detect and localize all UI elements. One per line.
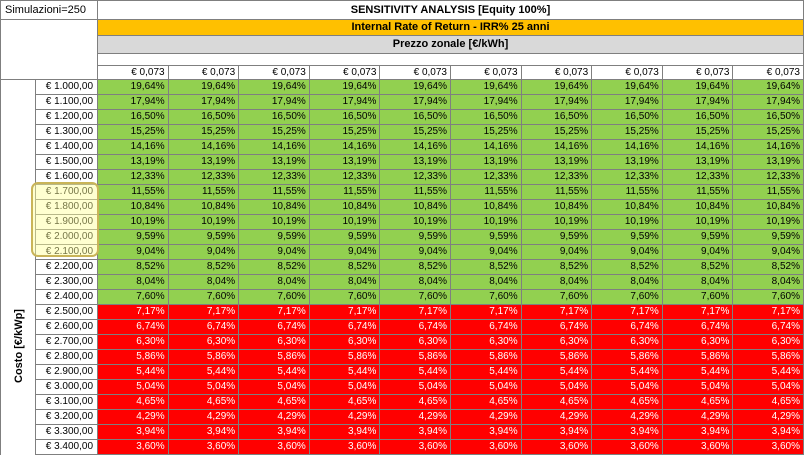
irr-cell[interactable]: 12,33%	[522, 170, 593, 185]
irr-cell[interactable]: 6,74%	[239, 320, 310, 335]
cost-row-header[interactable]: € 3.300,00	[36, 425, 98, 440]
irr-cell[interactable]: 5,44%	[592, 365, 663, 380]
irr-cell[interactable]: 5,44%	[451, 365, 522, 380]
irr-cell[interactable]: 3,60%	[310, 440, 381, 455]
irr-cell[interactable]: 10,19%	[98, 215, 169, 230]
irr-cell[interactable]: 15,25%	[733, 125, 804, 140]
irr-cell[interactable]: 11,55%	[592, 185, 663, 200]
irr-cell[interactable]: 15,25%	[169, 125, 240, 140]
irr-cell[interactable]: 7,17%	[663, 305, 734, 320]
irr-cell[interactable]: 9,04%	[380, 245, 451, 260]
irr-cell[interactable]: 8,52%	[169, 260, 240, 275]
irr-cell[interactable]: 3,94%	[663, 425, 734, 440]
price-column-header[interactable]: € 0,073	[169, 66, 240, 80]
irr-cell[interactable]: 8,04%	[592, 275, 663, 290]
irr-cell[interactable]: 12,33%	[169, 170, 240, 185]
irr-cell[interactable]: 9,59%	[592, 230, 663, 245]
cost-row-header[interactable]: € 2.200,00	[36, 260, 98, 275]
irr-cell[interactable]: 9,59%	[310, 230, 381, 245]
cost-row-header[interactable]: € 3.000,00	[36, 380, 98, 395]
irr-cell[interactable]: 4,29%	[98, 410, 169, 425]
irr-cell[interactable]: 5,04%	[310, 380, 381, 395]
irr-cell[interactable]: 5,44%	[663, 365, 734, 380]
irr-cell[interactable]: 16,50%	[380, 110, 451, 125]
irr-cell[interactable]: 13,19%	[522, 155, 593, 170]
irr-cell[interactable]: 8,04%	[310, 275, 381, 290]
cost-row-header[interactable]: € 1.300,00	[36, 125, 98, 140]
irr-cell[interactable]: 9,04%	[451, 245, 522, 260]
irr-cell[interactable]: 3,60%	[592, 440, 663, 455]
irr-cell[interactable]: 7,17%	[98, 305, 169, 320]
irr-cell[interactable]: 19,64%	[733, 80, 804, 95]
irr-cell[interactable]: 5,44%	[522, 365, 593, 380]
irr-cell[interactable]: 3,94%	[592, 425, 663, 440]
price-header[interactable]: Prezzo zonale [€/kWh]	[98, 36, 804, 54]
irr-cell[interactable]: 16,50%	[663, 110, 734, 125]
irr-cell[interactable]: 15,25%	[239, 125, 310, 140]
irr-cell[interactable]: 12,33%	[663, 170, 734, 185]
irr-cell[interactable]: 11,55%	[522, 185, 593, 200]
irr-cell[interactable]: 6,30%	[733, 335, 804, 350]
cost-row-header[interactable]: € 1.200,00	[36, 110, 98, 125]
irr-cell[interactable]: 9,04%	[239, 245, 310, 260]
sensitivity-title[interactable]: SENSITIVITY ANALYSIS [Equity 100%]	[98, 0, 804, 20]
spacer-row[interactable]	[98, 54, 804, 66]
irr-cell[interactable]: 3,94%	[522, 425, 593, 440]
irr-cell[interactable]: 14,16%	[310, 140, 381, 155]
irr-cell[interactable]: 19,64%	[98, 80, 169, 95]
irr-cell[interactable]: 6,30%	[451, 335, 522, 350]
irr-cell[interactable]: 12,33%	[451, 170, 522, 185]
irr-cell[interactable]: 15,25%	[451, 125, 522, 140]
irr-cell[interactable]: 10,84%	[239, 200, 310, 215]
irr-cell[interactable]: 9,04%	[310, 245, 381, 260]
irr-cell[interactable]: 16,50%	[98, 110, 169, 125]
irr-cell[interactable]: 6,74%	[310, 320, 381, 335]
irr-cell[interactable]: 9,59%	[451, 230, 522, 245]
cost-row-header[interactable]: € 1.500,00	[36, 155, 98, 170]
irr-cell[interactable]: 9,59%	[169, 230, 240, 245]
irr-cell[interactable]: 3,94%	[310, 425, 381, 440]
irr-cell[interactable]: 13,19%	[310, 155, 381, 170]
price-column-header[interactable]: € 0,073	[380, 66, 451, 80]
irr-cell[interactable]: 8,04%	[98, 275, 169, 290]
irr-cell[interactable]: 6,74%	[733, 320, 804, 335]
irr-cell[interactable]: 16,50%	[310, 110, 381, 125]
irr-cell[interactable]: 5,44%	[733, 365, 804, 380]
irr-cell[interactable]: 7,60%	[451, 290, 522, 305]
irr-cell[interactable]: 16,50%	[592, 110, 663, 125]
irr-cell[interactable]: 8,52%	[733, 260, 804, 275]
irr-cell[interactable]: 17,94%	[733, 95, 804, 110]
irr-cell[interactable]: 5,04%	[98, 380, 169, 395]
cost-axis	[0, 80, 36, 455]
irr-cell[interactable]: 12,33%	[380, 170, 451, 185]
irr-cell[interactable]: 8,04%	[522, 275, 593, 290]
irr-cell[interactable]: 13,19%	[98, 155, 169, 170]
irr-cell[interactable]: 19,64%	[663, 80, 734, 95]
cost-row-header[interactable]: € 1.900,00	[36, 215, 98, 230]
irr-cell[interactable]: 7,17%	[451, 305, 522, 320]
irr-cell[interactable]: 5,86%	[663, 350, 734, 365]
irr-cell[interactable]: 15,25%	[522, 125, 593, 140]
irr-cell[interactable]: 10,19%	[451, 215, 522, 230]
irr-cell[interactable]: 4,65%	[733, 395, 804, 410]
price-column-header[interactable]: € 0,073	[733, 66, 804, 80]
irr-cell[interactable]: 8,52%	[380, 260, 451, 275]
irr-cell[interactable]: 5,44%	[380, 365, 451, 380]
irr-cell[interactable]: 4,29%	[663, 410, 734, 425]
cost-row-header[interactable]: € 3.100,00	[36, 395, 98, 410]
irr-cell[interactable]: 10,84%	[451, 200, 522, 215]
irr-cell[interactable]: 12,33%	[98, 170, 169, 185]
irr-cell[interactable]: 7,60%	[98, 290, 169, 305]
irr-cell[interactable]: 6,30%	[98, 335, 169, 350]
cost-row-header[interactable]: € 2.300,00	[36, 275, 98, 290]
irr-cell[interactable]: 10,19%	[310, 215, 381, 230]
irr-cell[interactable]: 3,60%	[451, 440, 522, 455]
irr-cell[interactable]: 6,30%	[592, 335, 663, 350]
price-column-header[interactable]: € 0,073	[98, 66, 169, 80]
irr-cell[interactable]: 11,55%	[310, 185, 381, 200]
irr-cell[interactable]: 6,30%	[663, 335, 734, 350]
irr-cell[interactable]: 4,29%	[522, 410, 593, 425]
irr-cell[interactable]: 5,86%	[592, 350, 663, 365]
irr-cell[interactable]: 10,84%	[663, 200, 734, 215]
irr-cell[interactable]: 10,84%	[733, 200, 804, 215]
irr-cell[interactable]: 11,55%	[380, 185, 451, 200]
cost-row-header[interactable]: € 1.100,00	[36, 95, 98, 110]
irr-cell[interactable]: 8,52%	[522, 260, 593, 275]
irr-cell[interactable]: 12,33%	[239, 170, 310, 185]
irr-cell[interactable]: 17,94%	[522, 95, 593, 110]
irr-cell[interactable]: 7,60%	[380, 290, 451, 305]
irr-cell[interactable]: 17,94%	[310, 95, 381, 110]
cost-row-header[interactable]: € 1.600,00	[36, 170, 98, 185]
irr-cell[interactable]: 14,16%	[98, 140, 169, 155]
irr-cell[interactable]: 6,74%	[522, 320, 593, 335]
irr-cell[interactable]: 8,52%	[592, 260, 663, 275]
irr-cell[interactable]: 5,04%	[733, 380, 804, 395]
cost-row-header[interactable]: € 2.500,00	[36, 305, 98, 320]
irr-cell[interactable]: 6,74%	[663, 320, 734, 335]
irr-cell[interactable]: 3,60%	[169, 440, 240, 455]
irr-cell[interactable]: 4,65%	[239, 395, 310, 410]
irr-cell[interactable]: 10,84%	[380, 200, 451, 215]
irr-cell[interactable]: 10,19%	[663, 215, 734, 230]
irr-cell[interactable]: 7,17%	[592, 305, 663, 320]
irr-cell[interactable]: 3,94%	[169, 425, 240, 440]
irr-cell[interactable]: 10,84%	[522, 200, 593, 215]
irr-cell[interactable]: 11,55%	[98, 185, 169, 200]
irr-cell[interactable]: 4,29%	[592, 410, 663, 425]
irr-cell[interactable]: 13,19%	[380, 155, 451, 170]
irr-cell[interactable]: 17,94%	[663, 95, 734, 110]
irr-cell[interactable]: 3,60%	[663, 440, 734, 455]
irr-cell[interactable]: 4,65%	[522, 395, 593, 410]
irr-cell[interactable]: 5,86%	[98, 350, 169, 365]
price-column-header[interactable]: € 0,073	[592, 66, 663, 80]
irr-cell[interactable]: 13,19%	[733, 155, 804, 170]
irr-cell[interactable]: 6,74%	[451, 320, 522, 335]
cost-row-header[interactable]: € 2.800,00	[36, 350, 98, 365]
irr-cell[interactable]: 14,16%	[663, 140, 734, 155]
irr-cell[interactable]: 17,94%	[451, 95, 522, 110]
irr-cell[interactable]: 13,19%	[592, 155, 663, 170]
irr-cell[interactable]: 8,04%	[169, 275, 240, 290]
irr-cell[interactable]: 5,86%	[239, 350, 310, 365]
irr-cell[interactable]: 8,52%	[98, 260, 169, 275]
irr-cell[interactable]: 8,52%	[663, 260, 734, 275]
irr-cell[interactable]: 9,59%	[663, 230, 734, 245]
irr-cell[interactable]: 14,16%	[733, 140, 804, 155]
irr-cell[interactable]: 8,04%	[239, 275, 310, 290]
irr-cell[interactable]: 7,17%	[733, 305, 804, 320]
irr-cell[interactable]: 5,86%	[310, 350, 381, 365]
irr-cell[interactable]: 7,60%	[169, 290, 240, 305]
irr-cell[interactable]: 5,04%	[169, 380, 240, 395]
irr-cell[interactable]: 7,60%	[592, 290, 663, 305]
irr-cell[interactable]: 16,50%	[522, 110, 593, 125]
irr-cell[interactable]: 3,60%	[98, 440, 169, 455]
irr-cell[interactable]: 7,17%	[522, 305, 593, 320]
irr-cell[interactable]: 4,65%	[592, 395, 663, 410]
irr-cell[interactable]: 4,29%	[239, 410, 310, 425]
irr-cell[interactable]: 3,94%	[451, 425, 522, 440]
irr-cell[interactable]: 4,29%	[380, 410, 451, 425]
cost-row-header[interactable]: € 2.700,00	[36, 335, 98, 350]
irr-cell[interactable]: 9,59%	[98, 230, 169, 245]
irr-cell[interactable]: 9,04%	[592, 245, 663, 260]
irr-header[interactable]: Internal Rate of Return - IRR% 25 anni	[98, 20, 804, 36]
corner-cell[interactable]	[0, 20, 98, 80]
irr-cell[interactable]: 9,04%	[98, 245, 169, 260]
irr-cell[interactable]: 6,74%	[169, 320, 240, 335]
irr-cell[interactable]: 14,16%	[169, 140, 240, 155]
irr-cell[interactable]: 5,44%	[169, 365, 240, 380]
irr-cell[interactable]: 14,16%	[451, 140, 522, 155]
irr-cell[interactable]: 5,44%	[310, 365, 381, 380]
irr-cell[interactable]: 10,19%	[169, 215, 240, 230]
irr-cell[interactable]: 11,55%	[663, 185, 734, 200]
irr-cell[interactable]: 8,04%	[380, 275, 451, 290]
irr-cell[interactable]: 8,52%	[451, 260, 522, 275]
irr-cell[interactable]: 14,16%	[592, 140, 663, 155]
irr-cell[interactable]: 4,65%	[451, 395, 522, 410]
irr-cell[interactable]: 13,19%	[239, 155, 310, 170]
irr-cell[interactable]: 8,04%	[733, 275, 804, 290]
irr-cell[interactable]: 6,30%	[310, 335, 381, 350]
irr-cell[interactable]: 15,25%	[310, 125, 381, 140]
cost-axis-label: Costo [€/kWp]	[13, 309, 25, 383]
irr-cell[interactable]: 6,74%	[380, 320, 451, 335]
price-column-header[interactable]: € 0,073	[451, 66, 522, 80]
irr-cell[interactable]: 6,30%	[522, 335, 593, 350]
irr-cell[interactable]: 3,60%	[380, 440, 451, 455]
irr-cell[interactable]: 8,04%	[451, 275, 522, 290]
irr-cell[interactable]: 7,60%	[663, 290, 734, 305]
irr-cell[interactable]: 17,94%	[380, 95, 451, 110]
irr-cell[interactable]: 13,19%	[663, 155, 734, 170]
price-column-header[interactable]: € 0,073	[310, 66, 381, 80]
irr-cell[interactable]: 3,94%	[98, 425, 169, 440]
irr-cell[interactable]: 19,64%	[310, 80, 381, 95]
irr-cell[interactable]: 16,50%	[239, 110, 310, 125]
irr-cell[interactable]: 4,29%	[310, 410, 381, 425]
irr-cell[interactable]: 5,44%	[239, 365, 310, 380]
irr-cell[interactable]: 19,64%	[169, 80, 240, 95]
price-column-header[interactable]: € 0,073	[522, 66, 593, 80]
irr-cell[interactable]: 19,64%	[239, 80, 310, 95]
irr-cell[interactable]: 4,65%	[310, 395, 381, 410]
irr-cell[interactable]: 10,84%	[98, 200, 169, 215]
irr-cell[interactable]: 5,04%	[451, 380, 522, 395]
irr-cell[interactable]: 9,59%	[239, 230, 310, 245]
irr-cell[interactable]: 5,44%	[98, 365, 169, 380]
irr-cell[interactable]: 10,84%	[169, 200, 240, 215]
irr-cell[interactable]: 3,60%	[239, 440, 310, 455]
irr-cell[interactable]: 10,19%	[733, 215, 804, 230]
irr-cell[interactable]: 5,86%	[522, 350, 593, 365]
irr-cell[interactable]: 6,30%	[380, 335, 451, 350]
irr-cell[interactable]: 7,17%	[169, 305, 240, 320]
irr-cell[interactable]: 19,64%	[592, 80, 663, 95]
irr-cell[interactable]: 4,29%	[169, 410, 240, 425]
irr-cell[interactable]: 16,50%	[451, 110, 522, 125]
irr-cell[interactable]: 10,84%	[310, 200, 381, 215]
irr-cell[interactable]: 10,19%	[592, 215, 663, 230]
irr-cell[interactable]: 16,50%	[733, 110, 804, 125]
irr-cell[interactable]: 4,65%	[98, 395, 169, 410]
irr-cell[interactable]: 5,04%	[663, 380, 734, 395]
irr-cell[interactable]: 5,86%	[380, 350, 451, 365]
irr-cell[interactable]: 6,30%	[169, 335, 240, 350]
irr-cell[interactable]: 19,64%	[380, 80, 451, 95]
irr-cell[interactable]: 5,04%	[522, 380, 593, 395]
irr-cell[interactable]: 4,29%	[733, 410, 804, 425]
irr-cell[interactable]: 5,86%	[733, 350, 804, 365]
irr-cell[interactable]: 4,65%	[663, 395, 734, 410]
irr-cell[interactable]: 19,64%	[451, 80, 522, 95]
irr-cell[interactable]: 10,19%	[380, 215, 451, 230]
irr-cell[interactable]: 7,60%	[522, 290, 593, 305]
irr-cell[interactable]: 10,19%	[522, 215, 593, 230]
irr-cell[interactable]: 15,25%	[592, 125, 663, 140]
irr-cell[interactable]: 6,74%	[592, 320, 663, 335]
irr-cell[interactable]: 12,33%	[310, 170, 381, 185]
irr-cell[interactable]: 7,17%	[310, 305, 381, 320]
irr-cell[interactable]: 15,25%	[663, 125, 734, 140]
irr-cell[interactable]: 7,60%	[239, 290, 310, 305]
irr-cell[interactable]: 10,84%	[592, 200, 663, 215]
cost-row-header[interactable]: € 3.200,00	[36, 410, 98, 425]
irr-cell[interactable]: 12,33%	[592, 170, 663, 185]
irr-cell[interactable]: 17,94%	[592, 95, 663, 110]
irr-cell[interactable]: 5,86%	[169, 350, 240, 365]
irr-cell[interactable]: 11,55%	[239, 185, 310, 200]
cost-row-header[interactable]: € 1.800,00	[36, 200, 98, 215]
irr-cell[interactable]: 3,60%	[733, 440, 804, 455]
irr-cell[interactable]: 5,04%	[239, 380, 310, 395]
irr-cell[interactable]: 9,04%	[663, 245, 734, 260]
irr-cell[interactable]: 15,25%	[380, 125, 451, 140]
irr-cell[interactable]: 6,74%	[98, 320, 169, 335]
irr-cell[interactable]: 15,25%	[98, 125, 169, 140]
cost-row-header[interactable]: € 2.600,00	[36, 320, 98, 335]
cost-row-header[interactable]: € 1.400,00	[36, 140, 98, 155]
irr-cell[interactable]: 11,55%	[169, 185, 240, 200]
irr-cell[interactable]: 8,04%	[663, 275, 734, 290]
irr-cell[interactable]: 11,55%	[733, 185, 804, 200]
irr-cell[interactable]: 9,04%	[522, 245, 593, 260]
irr-cell[interactable]: 17,94%	[239, 95, 310, 110]
irr-cell[interactable]: 13,19%	[169, 155, 240, 170]
cost-row-header[interactable]: € 3.400,00	[36, 440, 98, 455]
irr-cell[interactable]: 14,16%	[380, 140, 451, 155]
irr-cell[interactable]: 3,94%	[239, 425, 310, 440]
cost-row-header[interactable]: € 2.000,00	[36, 230, 98, 245]
irr-cell[interactable]: 9,04%	[169, 245, 240, 260]
highlight-box	[31, 182, 99, 257]
irr-cell[interactable]: 9,59%	[522, 230, 593, 245]
irr-cell[interactable]: 7,60%	[310, 290, 381, 305]
cost-row-header[interactable]: € 2.400,00	[36, 290, 98, 305]
irr-cell[interactable]: 3,94%	[380, 425, 451, 440]
irr-cell[interactable]: 17,94%	[98, 95, 169, 110]
irr-cell[interactable]: 5,86%	[451, 350, 522, 365]
irr-cell[interactable]: 8,52%	[239, 260, 310, 275]
irr-cell[interactable]: 11,55%	[451, 185, 522, 200]
irr-cell[interactable]: 13,19%	[451, 155, 522, 170]
irr-cell[interactable]: 12,33%	[733, 170, 804, 185]
irr-cell[interactable]: 3,94%	[733, 425, 804, 440]
irr-cell[interactable]: 7,17%	[380, 305, 451, 320]
cost-row-header[interactable]: € 2.100,00	[36, 245, 98, 260]
cost-row-header[interactable]: € 1.000,00	[36, 80, 98, 95]
irr-cell[interactable]: 9,59%	[380, 230, 451, 245]
irr-cell[interactable]: 3,60%	[522, 440, 593, 455]
irr-cell[interactable]: 7,17%	[239, 305, 310, 320]
irr-cell[interactable]: 17,94%	[169, 95, 240, 110]
irr-cell[interactable]: 4,29%	[451, 410, 522, 425]
irr-cell[interactable]: 5,04%	[380, 380, 451, 395]
simulations-cell[interactable]: Simulazioni=250	[0, 0, 98, 20]
price-column-header[interactable]: € 0,073	[663, 66, 734, 80]
irr-cell[interactable]: 16,50%	[169, 110, 240, 125]
irr-cell[interactable]: 4,65%	[169, 395, 240, 410]
irr-cell[interactable]: 14,16%	[239, 140, 310, 155]
price-column-header[interactable]: € 0,073	[239, 66, 310, 80]
irr-cell[interactable]: 5,04%	[592, 380, 663, 395]
irr-cell[interactable]: 19,64%	[522, 80, 593, 95]
irr-cell[interactable]: 4,65%	[380, 395, 451, 410]
cost-row-header[interactable]: € 2.900,00	[36, 365, 98, 380]
irr-cell[interactable]: 10,19%	[239, 215, 310, 230]
irr-cell[interactable]: 9,04%	[733, 245, 804, 260]
irr-cell[interactable]: 14,16%	[522, 140, 593, 155]
irr-cell[interactable]: 6,30%	[239, 335, 310, 350]
irr-cell[interactable]: 8,52%	[310, 260, 381, 275]
irr-cell[interactable]: 7,60%	[733, 290, 804, 305]
irr-cell[interactable]: 9,59%	[733, 230, 804, 245]
cost-row-header[interactable]: € 1.700,00	[36, 185, 98, 200]
